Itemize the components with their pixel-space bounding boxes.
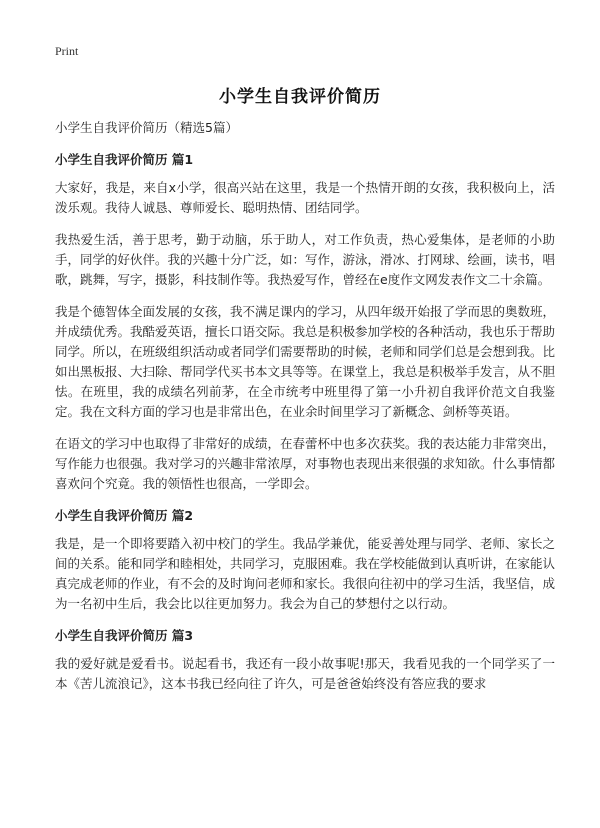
paragraph: 在语文的学习中也取得了非常好的成绩，在春蕾杯中也多次获奖。我的表达能力非常突出，写作能力也很强。我对学习的兴趣非常浓厚，对事物也表现出来很强的求知欲。什么事情都喜欢问个究竟。我的领悟性也很高，一学即会。 [55,436,556,491]
section-heading: 小学生自我评价简历 篇3 [55,628,194,643]
paragraph: 我热爱生活，善于思考，勤于动脑，乐于助人，对工作负责，热心爱集体，是老师的小助手，同学的好伙伴。我的兴趣十分广泛，如：写作，游泳，滑冰、打网球、绘画，读书，唱歌，跳舞，写字，摄影，科技制作等。我热爱写作，曾经在e度作文网发表作文二十余篇。 [55,232,556,287]
section-heading: 小学生自我评价简历 篇2 [55,508,194,523]
document-body [55,118,555,706]
paragraph: 我的爱好就是爱看书。说起看书，我还有一段小故事呢!那天，我看见我的一个同学买了一本《苦儿流浪记》，这本书我已经向往了许久，可是爸爸始终没有答应我的要求 [55,656,555,691]
document-subtitle: 小学生自我评价简历（精选5篇） [55,120,238,135]
section-3 [55,626,555,694]
print-label[interactable]: Print [55,44,79,58]
paragraph: 大家好，我是，来自x小学，很高兴站在这里，我是一个热情开朗的女孩，我积极向上，活泼乐观。我待人诚恳、尊师爱长、聪明热情、团结同学。 [55,180,555,215]
section-heading: 小学生自我评价简历 篇1 [55,152,194,167]
section-1 [55,150,555,494]
page-title: 小学生自我评价简历 [219,87,381,107]
paragraph: 我是个德智体全面发展的女孩，我不满足课内的学习，从四年级开始报了学而思的奥数班，并成绩优秀。我酷爱英语，擅长口语交际。我总是积极参加学校的各种活动，我也乐于帮助同学。所以，在班级组织活动或者同学们需要帮助的时候，老师和同学们总是会想到我。比如出黑板报、大扫除、帮同学代买书本文具等等。在课堂上，我总是积极举手发言，从不胆怯。在班里，我的成绩名列前茅，在全市统考中班里得了第一小升初自我评价范文自我鉴定。我在文科方面的学习也是非常出色，在业余时间里学习了新概念、剑桥等英语。 [55,304,556,419]
section-2 [55,506,555,614]
paragraph: 我是，是一个即将要踏入初中校门的学生。我品学兼优，能妥善处理与同学、老师、家长之间的关系。能和同学和睦相处，共同学习，克服困难。我在学校能做到认真听讲，在家能认真完成老师的作业，有不会的及时询问老师和家长。我很向往初中的学习生活，我坚信，成为一名初中生后，我会比以往更加努力。我会为自己的梦想付之以行动。 [55,536,556,611]
